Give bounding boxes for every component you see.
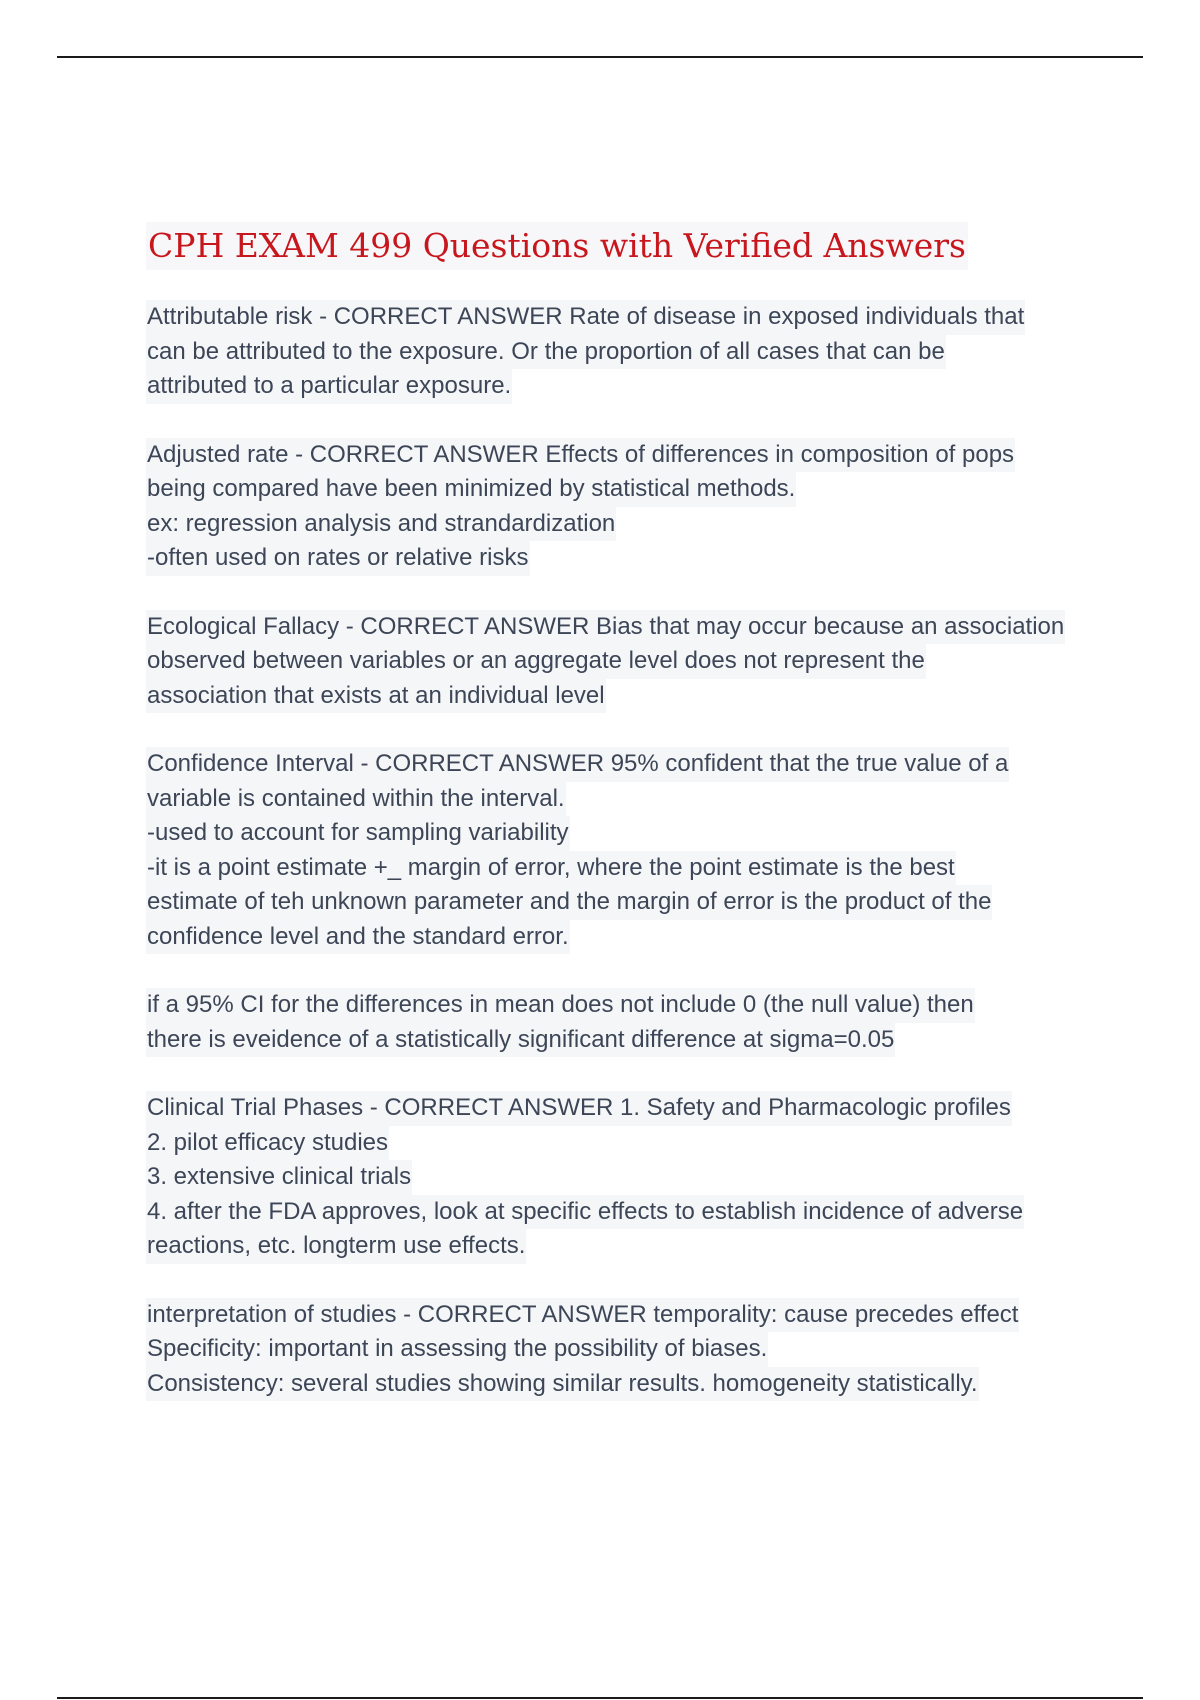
entry-clinical-trial-phases bbox=[146, 1091, 1106, 1264]
entry-line: 3. extensive clinical trials bbox=[146, 1160, 412, 1195]
entry-confidence-interval bbox=[146, 747, 1106, 954]
entry-line: Ecological Fallacy - CORRECT ANSWER Bias that may occur because an association bbox=[146, 610, 1065, 645]
entry-line: being compared have been minimized by statistical methods. bbox=[146, 472, 796, 507]
footer-rule bbox=[57, 1697, 1143, 1699]
entry-line: there is eveidence of a statistically significant difference at sigma=0.05 bbox=[146, 1023, 895, 1058]
entry-line: interpretation of studies - CORRECT ANSWER temporality: cause precedes effect bbox=[146, 1298, 1019, 1333]
entry-line: variable is contained within the interval. bbox=[146, 782, 566, 817]
entry-line: reactions, etc. longterm use effects. bbox=[146, 1229, 526, 1264]
entry-line: Attributable risk - CORRECT ANSWER Rate of disease in exposed individuals that bbox=[146, 300, 1025, 335]
entry-line: association that exists at an individual level bbox=[146, 679, 606, 714]
entry-line: ex: regression analysis and strandardization bbox=[146, 507, 616, 542]
document-body bbox=[146, 222, 1106, 1435]
entry-line: 2. pilot efficacy studies bbox=[146, 1126, 389, 1161]
entry-attributable-risk bbox=[146, 300, 1106, 404]
entry-ci-note bbox=[146, 988, 1106, 1057]
entry-ecological-fallacy bbox=[146, 610, 1106, 714]
entry-line: Specificity: important in assessing the possibility of biases. bbox=[146, 1332, 768, 1367]
entry-line: can be attributed to the exposure. Or the proportion of all cases that can be bbox=[146, 335, 946, 370]
entry-line: attributed to a particular exposure. bbox=[146, 369, 512, 404]
entry-line: observed between variables or an aggregate level does not represent the bbox=[146, 644, 926, 679]
entry-line: -used to account for sampling variability bbox=[146, 816, 570, 851]
entry-line: 4. after the FDA approves, look at specific effects to establish incidence of adverse bbox=[146, 1195, 1024, 1230]
entry-line: if a 95% CI for the differences in mean does not include 0 (the null value) then bbox=[146, 988, 975, 1023]
entry-line: Clinical Trial Phases - CORRECT ANSWER 1. Safety and Pharmacologic profiles bbox=[146, 1091, 1012, 1126]
entry-line: Consistency: several studies showing similar results. homogeneity statistically. bbox=[146, 1367, 979, 1402]
entry-line: Adjusted rate - CORRECT ANSWER Effects of differences in composition of pops bbox=[146, 438, 1015, 473]
document-title: CPH EXAM 499 Questions with Verified Answers bbox=[146, 222, 968, 270]
entry-line: Confidence Interval - CORRECT ANSWER 95% confident that the true value of a bbox=[146, 747, 1009, 782]
entry-line: -often used on rates or relative risks bbox=[146, 541, 530, 576]
header-rule bbox=[57, 56, 1143, 58]
entry-line: estimate of teh unknown parameter and the margin of error is the product of the bbox=[146, 885, 992, 920]
entry-interpretation-of-studies bbox=[146, 1298, 1106, 1402]
entry-line: confidence level and the standard error. bbox=[146, 920, 570, 955]
entry-line: -it is a point estimate +_ margin of error, where the point estimate is the best bbox=[146, 851, 956, 886]
entry-adjusted-rate bbox=[146, 438, 1106, 576]
